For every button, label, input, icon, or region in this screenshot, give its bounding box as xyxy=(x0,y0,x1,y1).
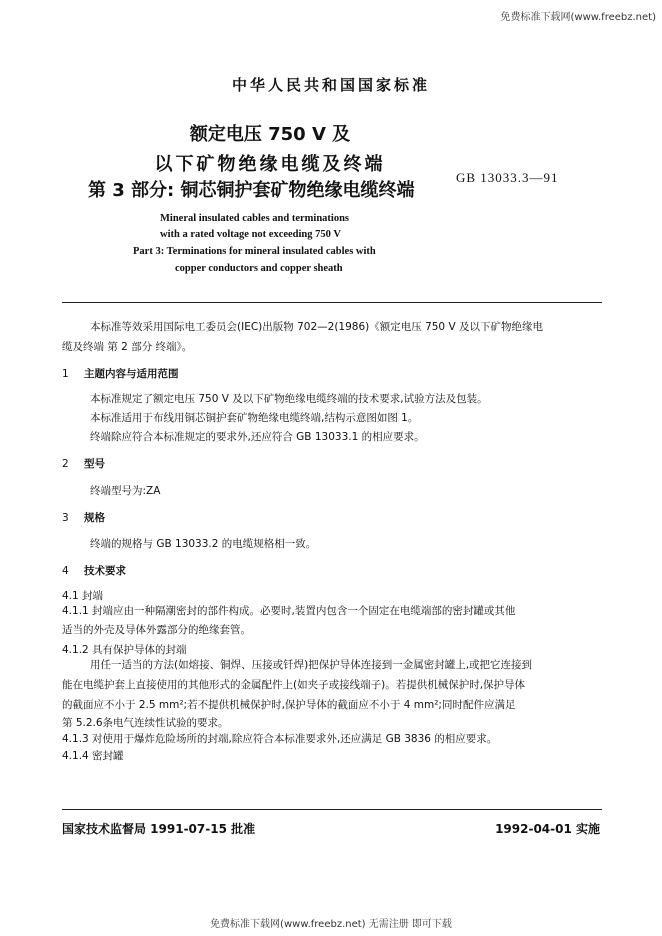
section-number: 2 xyxy=(62,458,69,470)
clause-4-1-2-paragraph-line-2: 能在电缆护套上直接使用的其他形式的金属配件上(如夹子或接线端子)。若提供机械保护时,保护导体 xyxy=(62,679,526,691)
english-title-line-1: Mineral insulated cables and terminations xyxy=(160,213,350,224)
clause-4-1-1-line-2: 适当的外壳及导体外露部分的绝缘套管。 xyxy=(62,624,251,636)
clause-4-1-2: 4.1.2 具有保护导体的封端 xyxy=(62,644,187,656)
title-line-3: 第 3 部分: 铜芯铜护套矿物绝缘电缆终端 xyxy=(88,180,415,201)
english-title-line-3: Part 3: Terminations for mineral insulated cables with xyxy=(133,246,376,257)
clause-4-1-2-paragraph-line-4: 第 5.2.6条电气连续性试验的要求。 xyxy=(62,717,229,729)
section-4-heading xyxy=(62,563,126,578)
section-number: 1 xyxy=(62,368,69,380)
approval-date: 国家技术监督局 1991-07-15 批准 xyxy=(62,822,256,836)
section-number: 4 xyxy=(62,565,69,577)
section-title: 型号 xyxy=(84,458,105,470)
clause-4-1-2-paragraph-line-3: 的截面应不小于 2.5 mm²;若不提供机械保护时,保护导体的截面应不小于 4 mm²;同时配件应满足 xyxy=(62,699,516,711)
section-number: 3 xyxy=(62,512,69,524)
section-title: 主题内容与适用范围 xyxy=(84,368,179,380)
top-divider xyxy=(62,302,602,303)
english-title-line-2: with a rated voltage not exceeding 750 V xyxy=(160,229,341,240)
title-line-1: 额定电压 750 V 及 xyxy=(189,124,351,145)
section-2-heading xyxy=(62,456,105,471)
section-3-paragraph-1: 终端的规格与 GB 13033.2 的电缆规格相一致。 xyxy=(90,538,317,550)
intro-line-1: 本标准等效采用国际电工委员会(IEC)出版物 702—2(1986)《额定电压 750 V 及以下矿物绝缘电 xyxy=(90,321,543,333)
site-header-link[interactable]: 免费标准下载网(www.freebz.net) xyxy=(500,12,656,23)
national-standard-heading: 中华人民共和国国家标准 xyxy=(231,76,430,94)
section-1-paragraph-1: 本标准规定了额定电压 750 V 及以下矿物绝缘电缆终端的技术要求,试验方法及包装。 xyxy=(90,393,488,405)
section-2-paragraph-1: 终端型号为:ZA xyxy=(90,485,161,497)
clause-4-1: 4.1 封端 xyxy=(62,590,104,602)
english-title-line-4: copper conductors and copper sheath xyxy=(175,263,343,274)
clause-4-1-3: 4.1.3 对使用于爆炸危险场所的封端,除应符合本标准要求外,还应满足 GB 3836 的相应要求。 xyxy=(62,733,498,745)
section-1-paragraph-3: 终端除应符合本标准规定的要求外,还应符合 GB 13033.1 的相应要求。 xyxy=(90,431,425,443)
clause-4-1-2-paragraph-line-1: 用任一适当的方法(如熔接、铜焊、压接或钎焊)把保护导体连接到一金属密封罐上,或把它连接到 xyxy=(90,659,533,671)
title-line-2: 以下矿物绝缘电缆及终端 xyxy=(154,154,386,175)
intro-line-2: 缆及终端 第 2 部分 终端》。 xyxy=(62,341,193,353)
section-1-paragraph-2: 本标准适用于布线用铜芯铜护套矿物绝缘电缆终端,结构示意图如图 1。 xyxy=(90,412,419,424)
clause-4-1-4: 4.1.4 密封罐 xyxy=(62,750,124,762)
standard-code: GB 13033.3—91 xyxy=(456,170,559,185)
bottom-divider xyxy=(62,809,602,810)
footer-download-link[interactable]: 免费标准下载网(www.freebz.net) 无需注册 即可下载 xyxy=(210,919,452,930)
section-1-heading xyxy=(62,366,179,381)
clause-4-1-1-line-1: 4.1.1 封端应由一种隔潮密封的部件构成。必要时,装置内包含一个固定在电缆端部的密封罐或其他 xyxy=(62,605,516,617)
section-title: 技术要求 xyxy=(84,565,126,577)
section-3-heading xyxy=(62,510,105,525)
section-title: 规格 xyxy=(84,512,105,524)
effective-date: 1992-04-01 实施 xyxy=(495,822,600,836)
